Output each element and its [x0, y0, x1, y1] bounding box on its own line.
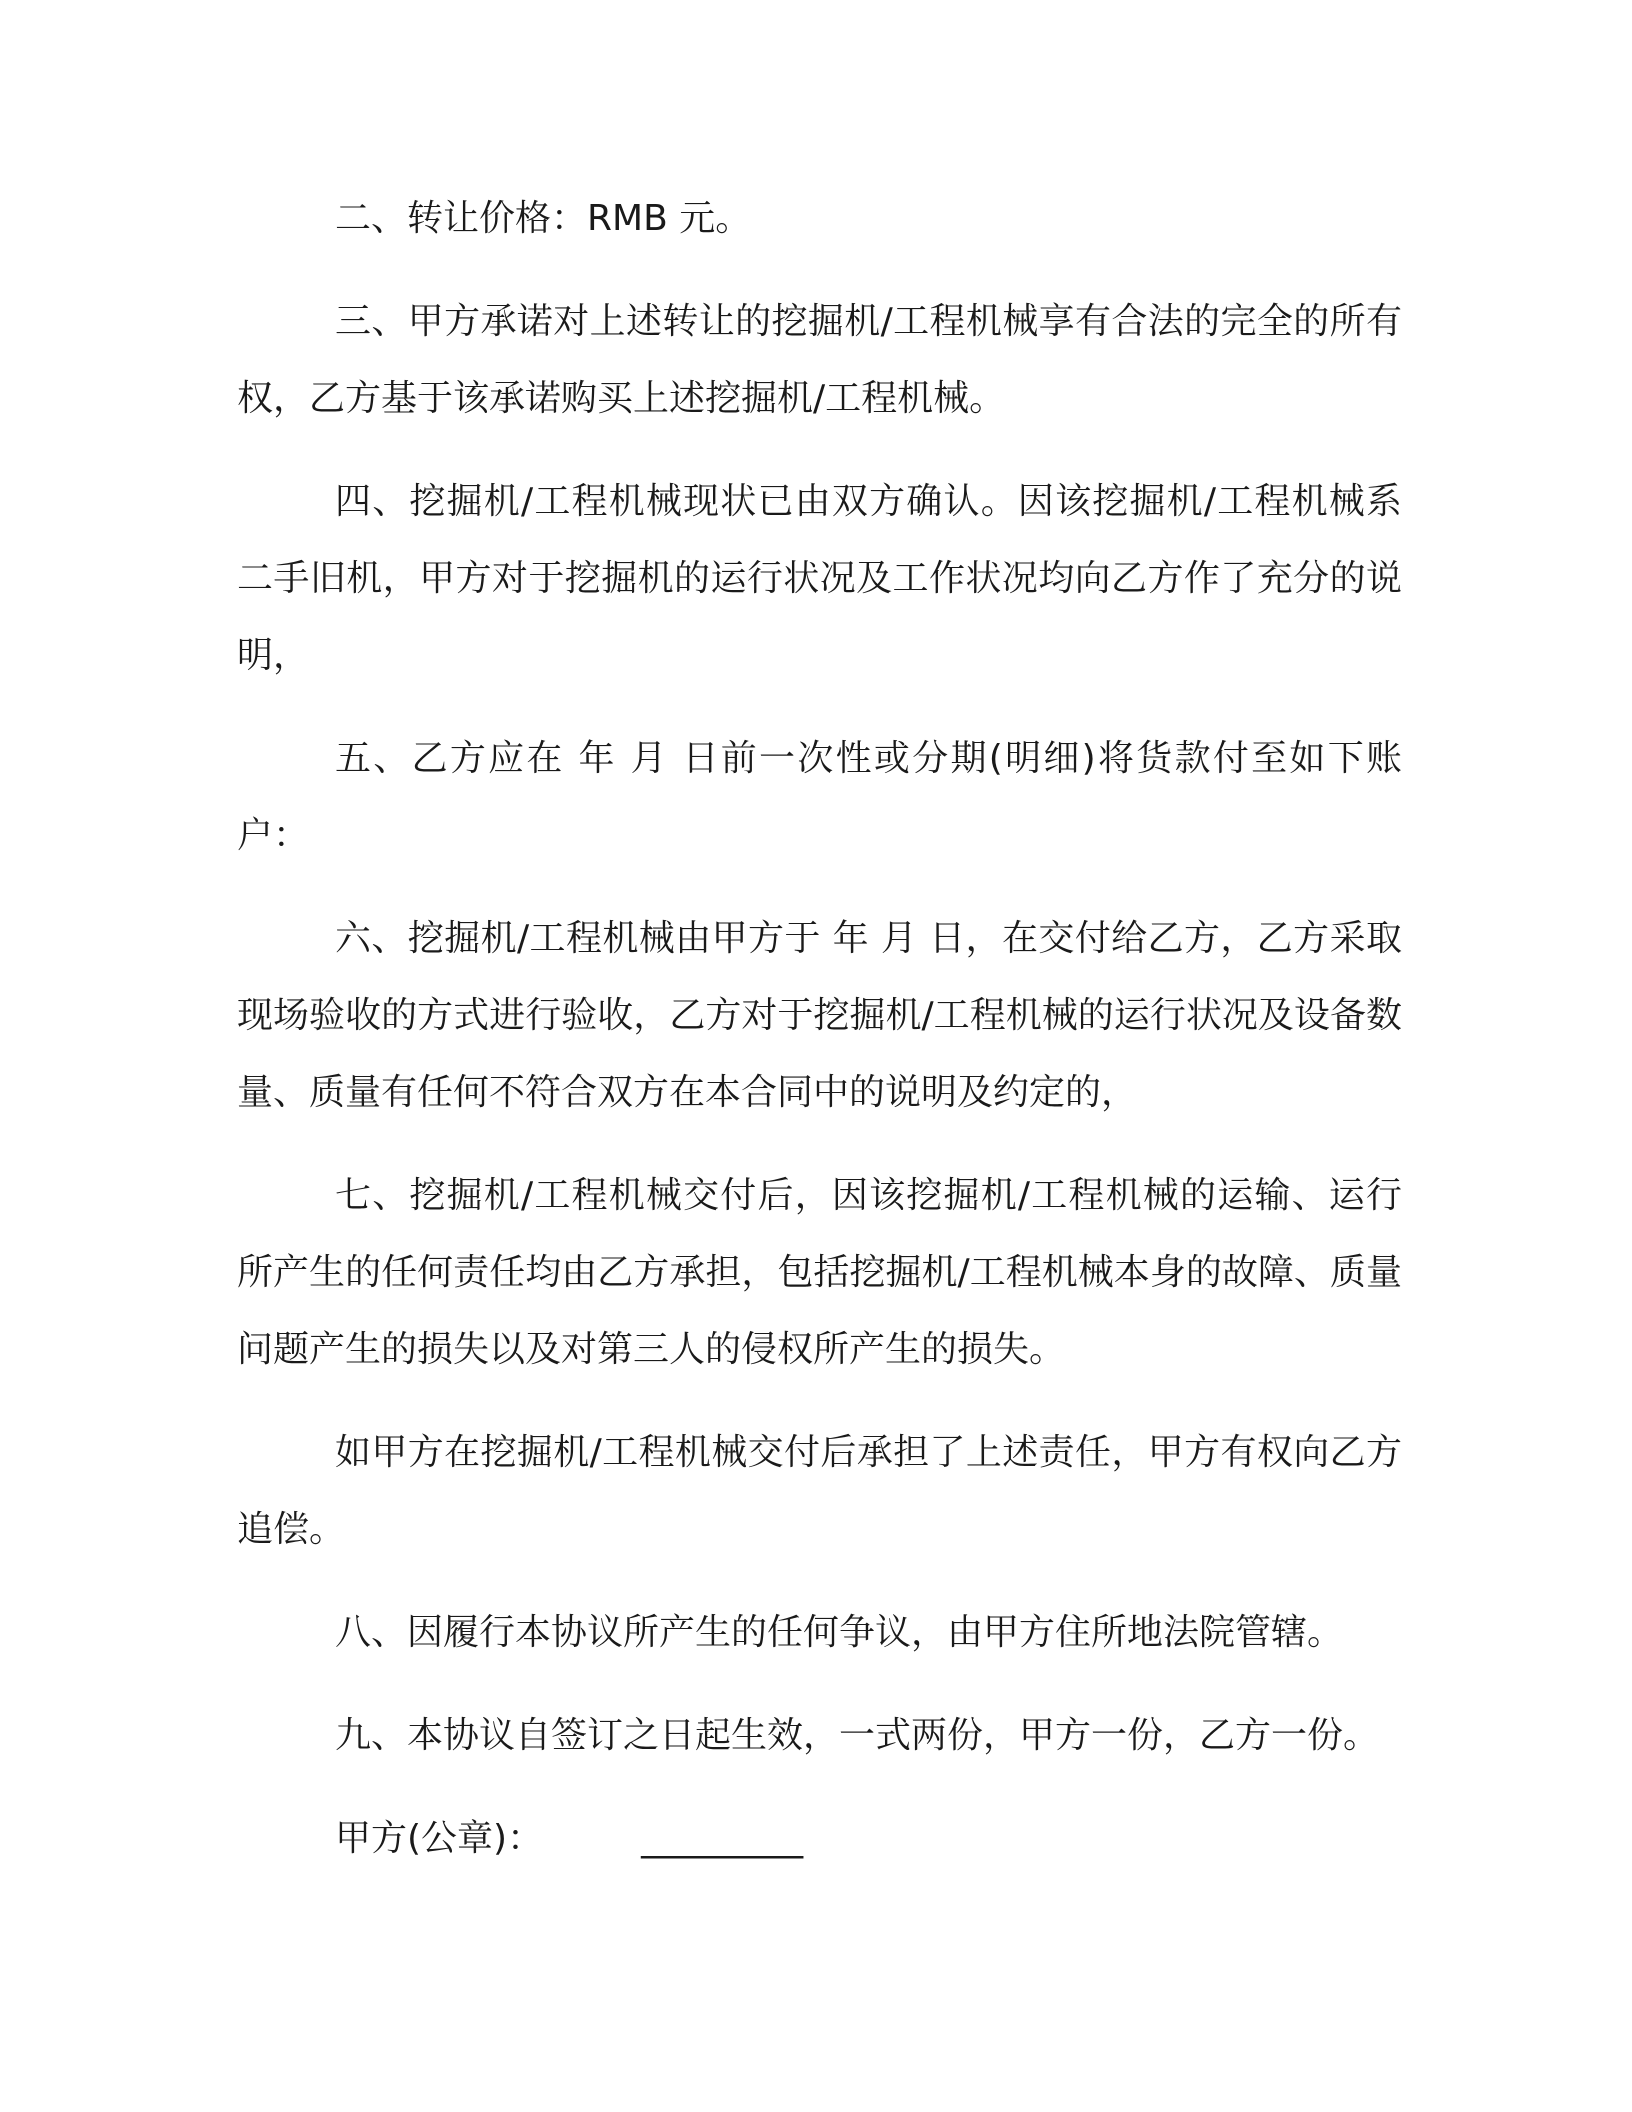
party-a-signature-line — [237, 1800, 1402, 1877]
party-a-seal-label: 甲方(公章)： — [335, 1818, 544, 1859]
clause-9-effectiveness: 九、本协议自签订之日起生效，一式两份，甲方一份，乙方一份。 — [335, 1715, 1380, 1756]
clause-7-recourse: 如甲方在挖掘机/工程机械交付后承担了上述责任，甲方有权向乙方追偿。 — [237, 1432, 1402, 1550]
clause-6-delivery: 六、挖掘机/工程机械由甲方于 年 月 日，在交付给乙方，乙方采取现场验收的方式进行验收，乙方对于挖掘机/工程机械的运行状况及设备数量、质量有任何不符合双方在本合同中的说明及约定的， — [237, 918, 1402, 1113]
clause-4-condition: 四、挖掘机/工程机械现状已由双方确认。因该挖掘机/工程机械系二手旧机，甲方对于挖掘机的运行状况及工作状况均向乙方作了充分的说明， — [237, 481, 1402, 676]
clause-5-payment: 五、乙方应在 年 月 日前一次性或分期(明细)将货款付至如下账户： — [237, 738, 1402, 856]
document-body — [237, 180, 1402, 1877]
clause-8-jurisdiction: 八、因履行本协议所产生的任何争议，由甲方住所地法院管辖。 — [335, 1612, 1344, 1653]
clause-3-ownership: 三、甲方承诺对上述转让的挖掘机/工程机械享有合法的完全的所有权，乙方基于该承诺购买上述挖掘机/工程机械。 — [237, 301, 1402, 419]
clause-2-price: 二、转让价格：RMB 元。 — [335, 198, 752, 239]
signature-blank: _________ — [641, 1818, 804, 1859]
clause-7-liability: 七、挖掘机/工程机械交付后，因该挖掘机/工程机械的运输、运行所产生的任何责任均由乙方承担，包括挖掘机/工程机械本身的故障、质量问题产生的损失以及对第三人的侵权所产生的损失。 — [237, 1175, 1402, 1370]
